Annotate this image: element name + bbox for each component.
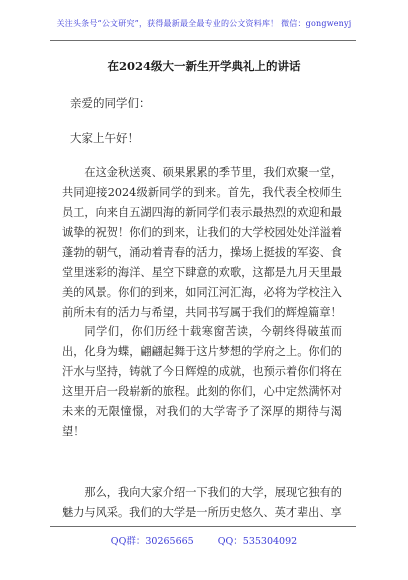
paragraph-welcome: 在这金秋送爽、硕果累累的季节里，我们欢聚一堂，共同迎接2024级新同学的到来。首先，我代表全校师生员工，向来自五湖四海的新同学们表示最热烈的欢迎和最诚挚的祝贺！你们的到来，让我们的大学校园处处洋溢着蓬勃的朝气，涌动着青春的活力，操场上挺拔的军姿、食堂里迷彩的海洋、星空下肆意的欢歌，这都是九月天里最美的风景。你们的到来，如同江河汇海，必将为学校注入前所未有的活力与希望，共同书写属于我们的辉煌篇章！ bbox=[62, 166, 342, 319]
footer-qq: QQ：535304092 bbox=[217, 536, 298, 547]
footer-qq-group: QQ群：30265665 bbox=[110, 536, 194, 547]
header-banner: 关注头条号“公文研究”，获得最新最全最专业的公文资料库！ 微信：gongwenyj bbox=[56, 19, 352, 28]
footer-contact bbox=[0, 533, 408, 547]
footer-divider bbox=[50, 526, 356, 527]
paragraph-students: 同学们，你们历经十载寒窗苦读，今朝终得破茧而出，化身为蝶，翩翩起舞于这片梦想的学府之上。你们的汗水与坚持，铸就了今日辉煌的成就，也预示着你们将在这里开启一段崭新的旅程。此刻的你们，心中定然满怀对未来的无限憧憬，对我们的大学寄予了深厚的期待与渴望！ bbox=[62, 325, 342, 438]
document-title: 在2024级大一新生开学典礼上的讲话 bbox=[107, 59, 301, 73]
footer-area bbox=[0, 522, 408, 580]
opening-greeting: 大家上午好！ bbox=[70, 131, 139, 145]
header-divider bbox=[50, 40, 356, 41]
salutation: 亲爱的同学们： bbox=[70, 96, 151, 110]
paragraph-university: 那么，我向大家介绍一下我们的大学，展现它独有的魅力与风采。我们的大学是一所历史悠久、英才辈出、享 bbox=[62, 486, 342, 519]
